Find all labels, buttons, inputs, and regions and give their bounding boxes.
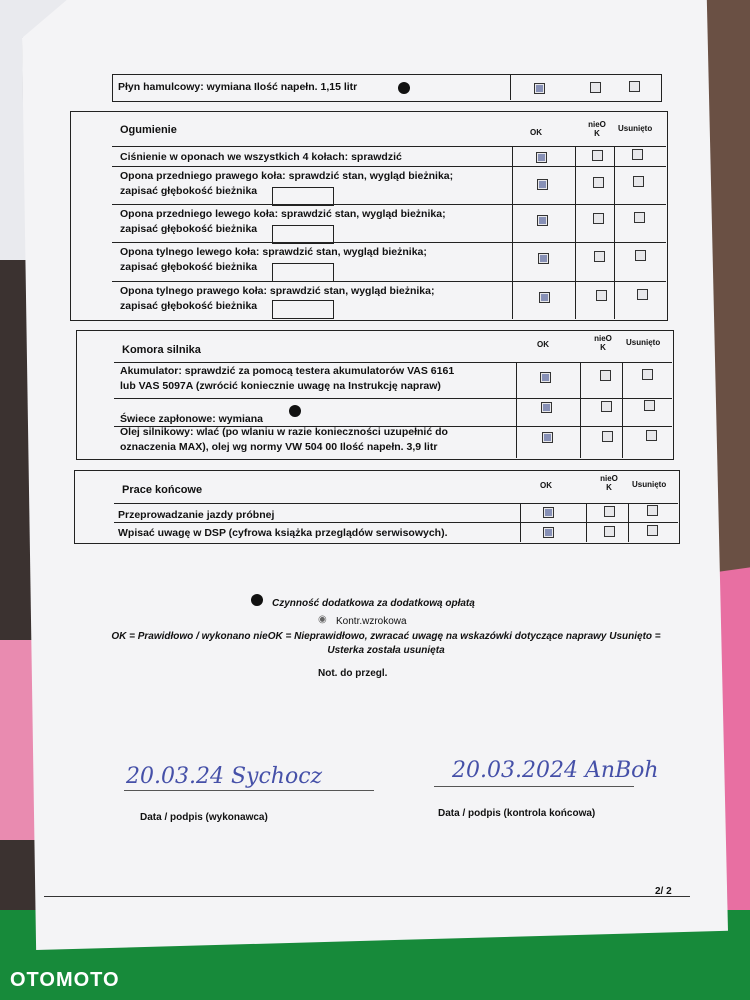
table-row: [112, 242, 666, 243]
tire-row-4: Opona tylnego lewego koła: sprawdzić stan, wygląd bieżnika; zapisać głębokość bieżnika: [120, 246, 427, 273]
tire3-removed-checkbox[interactable]: [634, 212, 645, 223]
tire4-removed-checkbox[interactable]: [635, 250, 646, 261]
col-removed: Usunięto: [618, 124, 653, 133]
tire2-ok-checkbox[interactable]: [537, 179, 548, 190]
tire-row-5: Opona tylnego prawego koła: sprawdzić stan, wygląd bieżnika; zapisać głębokość bieżnika: [120, 285, 435, 312]
engine-title: Komora silnika: [122, 344, 201, 356]
tire1-nieok-checkbox[interactable]: [592, 150, 603, 161]
tire3-nieok-checkbox[interactable]: [593, 213, 604, 224]
signature-label-left: Data / podpis (wykonawca): [140, 812, 268, 823]
oil-nieok-checkbox[interactable]: [602, 431, 613, 442]
table-row: [114, 362, 672, 363]
col-ok: OK: [537, 340, 549, 349]
oil-ok-checkbox[interactable]: [542, 432, 553, 443]
table-row: [114, 522, 678, 523]
testdrive-ok-checkbox[interactable]: [543, 507, 554, 518]
tire1-ok-checkbox[interactable]: [536, 152, 547, 163]
dsp-ok-checkbox[interactable]: [543, 527, 554, 538]
final-title: Prace końcowe: [122, 484, 203, 496]
engine-row-3: Olej silnikowy: wlać (po wlaniu w razie konieczności uzupełnić do oznaczenia MAX), olej wg normy VW 504 00 Ilość napełn. 3,9 litr: [120, 426, 448, 453]
tire2-nieok-checkbox[interactable]: [593, 177, 604, 188]
spark-removed-checkbox[interactable]: [644, 400, 655, 411]
col-ok: OK: [530, 128, 542, 137]
additional-cost-dot-icon: [289, 405, 301, 417]
testdrive-nieok-checkbox[interactable]: [604, 506, 615, 517]
note-visual: Kontr.wzrokowa: [336, 616, 407, 627]
handwritten-signature-left: 20.03.24 Sychocz: [126, 764, 323, 789]
legend-line-1: OK = Prawidłowo / wykonano nieOK = Nieprawidłowo, zwracać uwagę na wskazówki dotyczące naprawy Usunięto =: [111, 631, 661, 642]
signature-label-right: Data / podpis (kontrola końcowa): [438, 808, 596, 819]
tread-depth-field[interactable]: [272, 263, 334, 282]
legend-line-2: Usterka została usunięta: [327, 645, 445, 656]
table-row: [112, 281, 666, 282]
col-removed: Usunięto: [626, 338, 661, 347]
col-removed: Usunięto: [632, 480, 667, 489]
engine-row-2: Świece zapłonowe: wymiana: [120, 413, 263, 425]
tire-row-3: Opona przedniego lewego koła: sprawdzić stan, wygląd bieżnika; zapisać głębokość bieżnika: [120, 208, 446, 235]
table-row: [114, 398, 672, 399]
handwritten-signature-right: 20.03.2024 AnBoh: [452, 758, 659, 783]
col-ok: OK: [540, 481, 552, 490]
tread-depth-field[interactable]: [272, 300, 334, 319]
tire2-removed-checkbox[interactable]: [633, 176, 644, 187]
additional-cost-dot-icon: [398, 82, 410, 94]
additional-cost-dot-icon: [251, 594, 263, 606]
note-inspection: Not. do przegl.: [318, 668, 388, 679]
tire5-removed-checkbox[interactable]: [637, 289, 648, 300]
battery-removed-checkbox[interactable]: [642, 369, 653, 380]
note-extra-cost: Czynność dodatkowa za dodatkową opłatą: [272, 598, 475, 609]
dsp-nieok-checkbox[interactable]: [604, 526, 615, 537]
tire4-ok-checkbox[interactable]: [538, 253, 549, 264]
table-row: [112, 166, 666, 167]
page-number: 2/ 2: [655, 886, 672, 897]
dsp-removed-checkbox[interactable]: [647, 525, 658, 536]
tire4-nieok-checkbox[interactable]: [594, 251, 605, 262]
brake-fluid-text: Płyn hamulcowy: wymiana Ilość napełn. 1,15 litr: [118, 81, 358, 93]
brake-nieok-checkbox[interactable]: [590, 82, 601, 93]
table-row: [112, 204, 666, 205]
col-nieok: nieO K: [594, 334, 612, 352]
otomoto-watermark: OTOMOTO: [10, 969, 120, 991]
tires-title: Ogumienie: [120, 124, 177, 136]
col-nieok: nieO K: [600, 474, 618, 492]
engine-row-1: Akumulator: sprawdzić za pomocą testera akumulatorów VAS 6161 lub VAS 5097A (zwrócić koniecznie uwagę na Instrukcję napraw): [120, 365, 455, 392]
tire5-nieok-checkbox[interactable]: [596, 290, 607, 301]
spark-ok-checkbox[interactable]: [541, 402, 552, 413]
oil-removed-checkbox[interactable]: [646, 430, 657, 441]
tire3-ok-checkbox[interactable]: [537, 215, 548, 226]
testdrive-removed-checkbox[interactable]: [647, 505, 658, 516]
final-row-2: Wpisać uwagę w DSP (cyfrowa książka przeglądów serwisowych).: [118, 527, 448, 539]
eye-icon: ◉: [318, 614, 327, 625]
battery-ok-checkbox[interactable]: [540, 372, 551, 383]
tire-row-2: Opona przedniego prawego koła: sprawdzić stan, wygląd bieżnika; zapisać głębokość bieżnika: [120, 170, 454, 197]
tire5-ok-checkbox[interactable]: [539, 292, 550, 303]
col-nieok: nieO K: [588, 120, 606, 138]
table-row: [114, 503, 678, 504]
spark-nieok-checkbox[interactable]: [601, 401, 612, 412]
tire-row-1: Ciśnienie w oponach we wszystkich 4 kołach: sprawdzić: [120, 151, 402, 163]
battery-nieok-checkbox[interactable]: [600, 370, 611, 381]
table-row: [112, 146, 666, 147]
tire1-removed-checkbox[interactable]: [632, 149, 643, 160]
brake-removed-checkbox[interactable]: [629, 81, 640, 92]
brake-ok-checkbox[interactable]: [534, 83, 545, 94]
final-row-1: Przeprowadzanie jazdy próbnej: [118, 509, 275, 521]
